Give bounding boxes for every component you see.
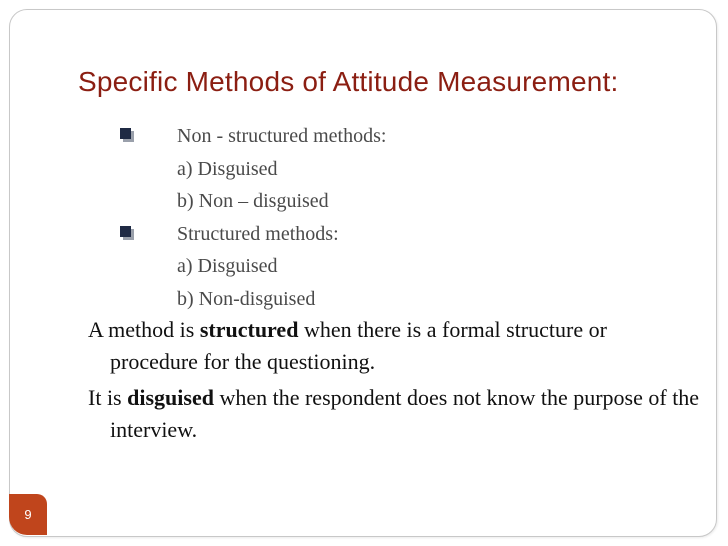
definition-rest: when there is a formal structure or procedure for the questioning. bbox=[110, 317, 607, 374]
square-bullet-icon bbox=[120, 128, 134, 142]
definition-rest: when the respondent does not know the purpose of the interview. bbox=[110, 385, 700, 442]
outline-subitem-label: b) Non – disguised bbox=[177, 190, 329, 212]
definition-lead: It is bbox=[88, 385, 128, 410]
outline-item-label: Structured methods: bbox=[177, 222, 339, 245]
term-disguised: disguised bbox=[127, 385, 214, 410]
outline-subitem-label: a) Disguised bbox=[177, 157, 278, 180]
slide-title: Specific Methods of Attitude Measurement: bbox=[78, 66, 619, 97]
definition-lead: A method is bbox=[88, 317, 200, 342]
outline-subitem-label: b) Non-disguised bbox=[177, 287, 316, 310]
outline-item-label: Non - structured methods: bbox=[177, 125, 387, 147]
disguised-definition bbox=[88, 382, 700, 446]
outline-subitem-label: a) Disguised bbox=[177, 255, 278, 277]
square-bullet-icon bbox=[120, 226, 134, 240]
term-structured: structured bbox=[199, 317, 299, 342]
page-number-badge bbox=[9, 494, 47, 535]
structured-definition bbox=[88, 314, 700, 378]
page-number: 9 bbox=[24, 507, 32, 522]
